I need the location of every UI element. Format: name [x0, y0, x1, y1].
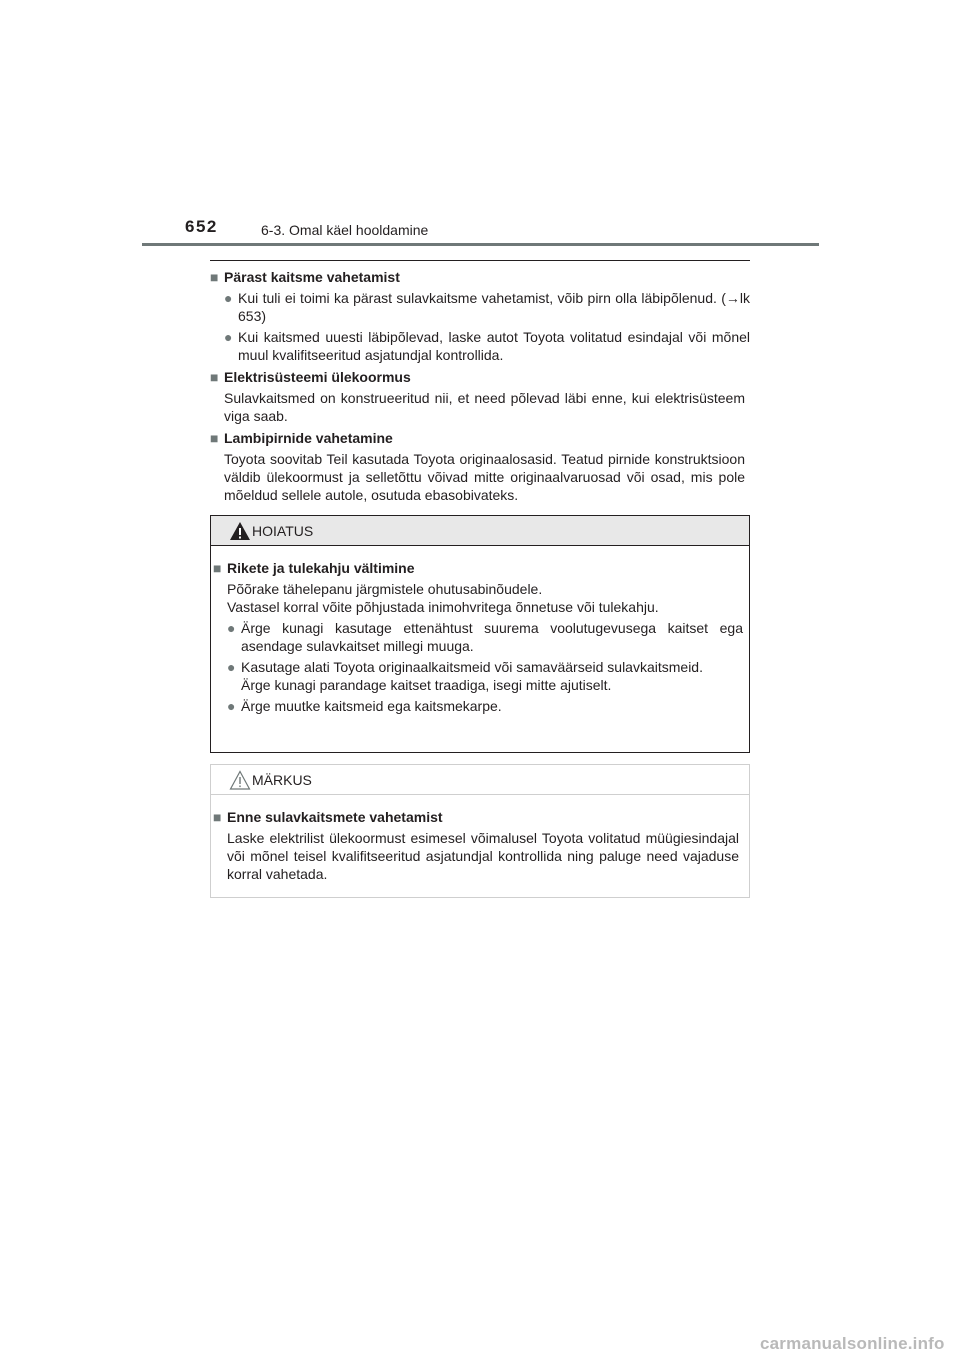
header-rule: [142, 243, 819, 246]
section-overload: [210, 368, 750, 425]
section-heading: ■ Pärast kaitsme vahetamist: [210, 269, 400, 285]
circle-bullet-icon: ●: [224, 329, 233, 345]
list-item: [227, 658, 743, 694]
list-item: ● Kui tuli ei toimi ka pärast sulavkaitsme vahetamist, võib pirn olla läbipõlenud. (→lk 653): [224, 290, 750, 324]
circle-bullet-icon: ●: [227, 659, 236, 675]
square-bullet-icon: ■: [210, 430, 219, 446]
note-body: [211, 795, 749, 883]
circle-bullet-icon: ●: [227, 620, 236, 636]
square-bullet-icon: ■: [210, 269, 219, 285]
section-after-fuse-replacement: [210, 268, 750, 364]
list-item: ● Ärge muutke kaitsmeid ega kaitsmekarpe.: [227, 698, 502, 714]
note-heading: ■ Enne sulavkaitsmete vahetamist: [213, 809, 443, 825]
watermark: carmanualsonline.info: [760, 1334, 945, 1353]
note-text: Laske elektrilist ülekoormust esimesel võimalusel Toyota volitatud müügiesindajal või mõnel teisel kvalifitseeritud asjatundjal kontrollida ning paluge need vajaduse korral vahetada.: [227, 830, 739, 882]
circle-bullet-icon: ●: [227, 698, 236, 714]
list-item: ● Ärge kunagi kasutage ettenähtust suurema voolutugevusega kaitset ega asendage sulavkaitset millegi muuga.: [227, 620, 743, 654]
warning-box: [210, 515, 750, 753]
square-bullet-icon: ■: [210, 369, 219, 385]
section-heading: ■ Lambipirnide vahetamine: [210, 430, 393, 446]
section-bulb-replacement: [210, 429, 750, 504]
warning-heading: ■ Rikete ja tulekahju vältimine: [213, 560, 415, 576]
warning-body: [211, 546, 749, 715]
warning-triangle-icon: [229, 521, 251, 541]
caution-triangle-icon: [229, 770, 251, 790]
main-content: [210, 265, 750, 508]
warning-intro: Põõrake tähelepanu järgmistele ohutusabinõudele.: [227, 581, 543, 597]
section-text: Toyota soovitab Teil kasutada Toyota originaalosasid. Teatud pirnide konstruktsioon väldib ülekoormust ja selletõttu võivad mitte originaalvaruosad või osad, mis pole mõeldud sellele autole, osutuda ebasobivateks.: [224, 451, 745, 503]
section-title: 6-3. Omal käel hooldamine: [261, 222, 429, 238]
square-bullet-icon: ■: [213, 560, 222, 576]
square-bullet-icon: ■: [213, 809, 222, 825]
section-heading: ■ Elektrisüsteemi ülekoormus: [210, 369, 411, 385]
note-box: [210, 764, 750, 898]
section-text: Sulavkaitsmed on konstrueeritud nii, et need põlevad läbi enne, kui elektrisüsteem viga saab.: [224, 390, 745, 424]
circle-bullet-icon: ●: [224, 290, 233, 306]
list-item: ● Kui kaitsmed uuesti läbipõlevad, laske autot Toyota volitatud esindajal või mõnel muul kvalifitseeritud asjatundjal kontrollida.: [224, 329, 750, 363]
warning-intro: Vastasel korral võite põhjustada inimohvritega õnnetuse või tulekahju.: [227, 599, 659, 615]
warning-header: [211, 516, 749, 546]
warning-label: HOIATUS: [252, 523, 314, 539]
warning-bullet-text: Ärge kunagi parandage kaitset traadiga, isegi mitte ajutiselt.: [241, 677, 612, 693]
warning-bullet-text: Kasutage alati Toyota originaalkaitsmeid või samaväärseid sulavkaitsmeid.: [241, 659, 703, 675]
note-header: [211, 765, 749, 795]
top-rule: [210, 260, 750, 261]
note-label: MÄRKUS: [252, 772, 312, 788]
page-number: 652: [185, 217, 218, 236]
